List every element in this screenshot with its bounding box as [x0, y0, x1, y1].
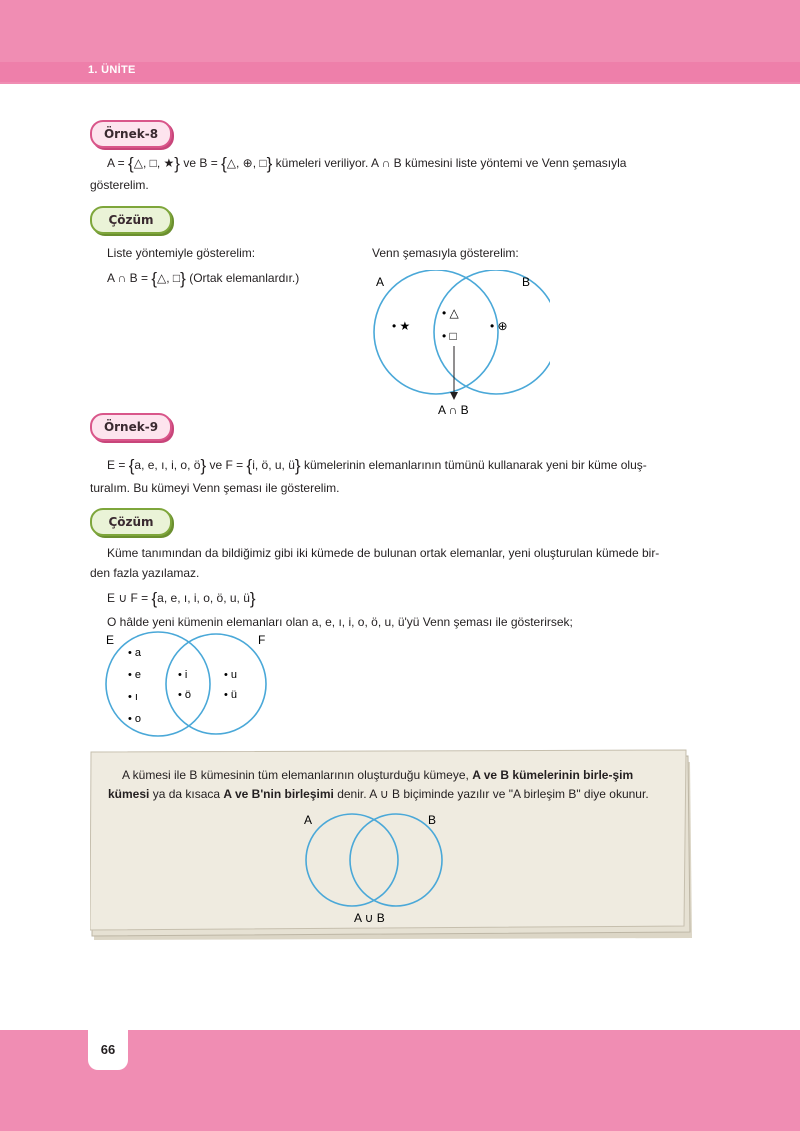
union-term: A ve B kümelerinin birle-şim kümesi — [108, 768, 634, 801]
union-caption: A ∪ B — [354, 911, 385, 925]
page-number: 66 — [100, 1042, 116, 1057]
venn-common-element: • ö — [178, 689, 192, 701]
example9-solution-line1: Küme tanımından da bildiğimiz gibi iki kümede de bulunan ortak elemanlar, yeni oluşturulan kümede bir- — [107, 546, 660, 560]
venn-diagram-union-ab — [296, 812, 456, 928]
venn-element-oplus: • ⊕ — [490, 319, 508, 333]
unit-title: 1. ÜNİTE — [88, 64, 136, 76]
venn-element-triangle: • △ — [442, 306, 459, 320]
union-definition: A kümesi ile B kümesinin tüm elemanlarının oluşturduğu kümeye, A ve B kümelerinin birle-şim kümesi ya da kısaca A ve B'nin birleşimi denir. A ∪ B biçiminde yazılır ve "A birleşim B" diye okunur. — [108, 768, 649, 801]
set-f-elements: i, ö, u, ü — [252, 458, 295, 472]
venn-e-element: • e — [128, 669, 142, 681]
venn-label-f: F — [258, 633, 266, 647]
example9-question: E = {a, e, ı, i, o, ö} ve F = {i, ö, u, ü} kümelerinin elemanlarının tümünü kullanarak yeni bir küme oluş- — [107, 456, 647, 475]
venn-method-heading: Venn şemasıyla gösterelim: — [372, 246, 519, 260]
set-a-elements: △, □, ★ — [133, 156, 175, 170]
venn-e-element: • a — [128, 647, 142, 659]
venn-circle-e — [106, 632, 210, 736]
venn-diagram-intersection — [360, 270, 550, 420]
venn-f-element: • u — [224, 669, 238, 681]
venn-f-element: • ü — [224, 689, 238, 701]
union-circle-a — [306, 814, 398, 906]
intersection-label: A ∩ B — [438, 403, 469, 417]
venn-label-b: B — [522, 275, 531, 289]
venn-label-e: E — [106, 633, 115, 647]
example9-solution-line2: den fazla yazılamaz. — [90, 566, 200, 580]
venn-element-square: • □ — [442, 329, 457, 343]
example8-question: A = {△, □, ★} ve B = {△, ⊕, □} kümeleri veriliyor. A ∩ B kümesini liste yöntemi ve Venn şemasıyla — [107, 154, 627, 173]
list-method-answer: A ∩ B = {△, □} (Ortak elemanlardır.) — [107, 269, 300, 288]
example9-badge: Örnek-9 — [90, 413, 172, 441]
example9-question-line2: turalım. Bu kümeyi Venn şeması ile gösterelim. — [90, 481, 340, 495]
union-short-term: A ve B'nin birleşimi — [223, 787, 334, 801]
venn-element-star: • ★ — [392, 319, 411, 333]
list-method-heading: Liste yöntemiyle gösterelim: — [107, 246, 256, 260]
example8-question-line2: gösterelim. — [90, 178, 149, 192]
example8-badge: Örnek-8 — [90, 120, 172, 148]
set-b-elements: △, ⊕, □ — [226, 156, 267, 170]
venn-e-element: • ı — [128, 691, 138, 703]
venn-common-element: • i — [178, 669, 188, 681]
example9-solution-line3: O hâlde yeni kümenin elemanları olan a, e, ı, i, o, ö, u, ü'yü Venn şeması ile gösterirsek; — [107, 615, 573, 629]
arrow-head-icon — [450, 392, 458, 400]
union-answer: E ∪ F = {a, e, ı, i, o, ö, u, ü} — [107, 589, 256, 608]
venn-circle-f — [166, 634, 266, 734]
venn-diagram-union-ef — [100, 630, 275, 740]
example8-solution-badge: Çözüm — [90, 206, 172, 234]
set-e-elements: a, e, ı, i, o, ö — [134, 458, 201, 472]
union-label-b: B — [428, 813, 437, 827]
venn-e-element: • o — [128, 713, 142, 725]
venn-label-a: A — [376, 275, 385, 289]
example9-solution-badge: Çözüm — [90, 508, 172, 536]
union-circle-b — [350, 814, 442, 906]
union-label-a: A — [304, 813, 313, 827]
